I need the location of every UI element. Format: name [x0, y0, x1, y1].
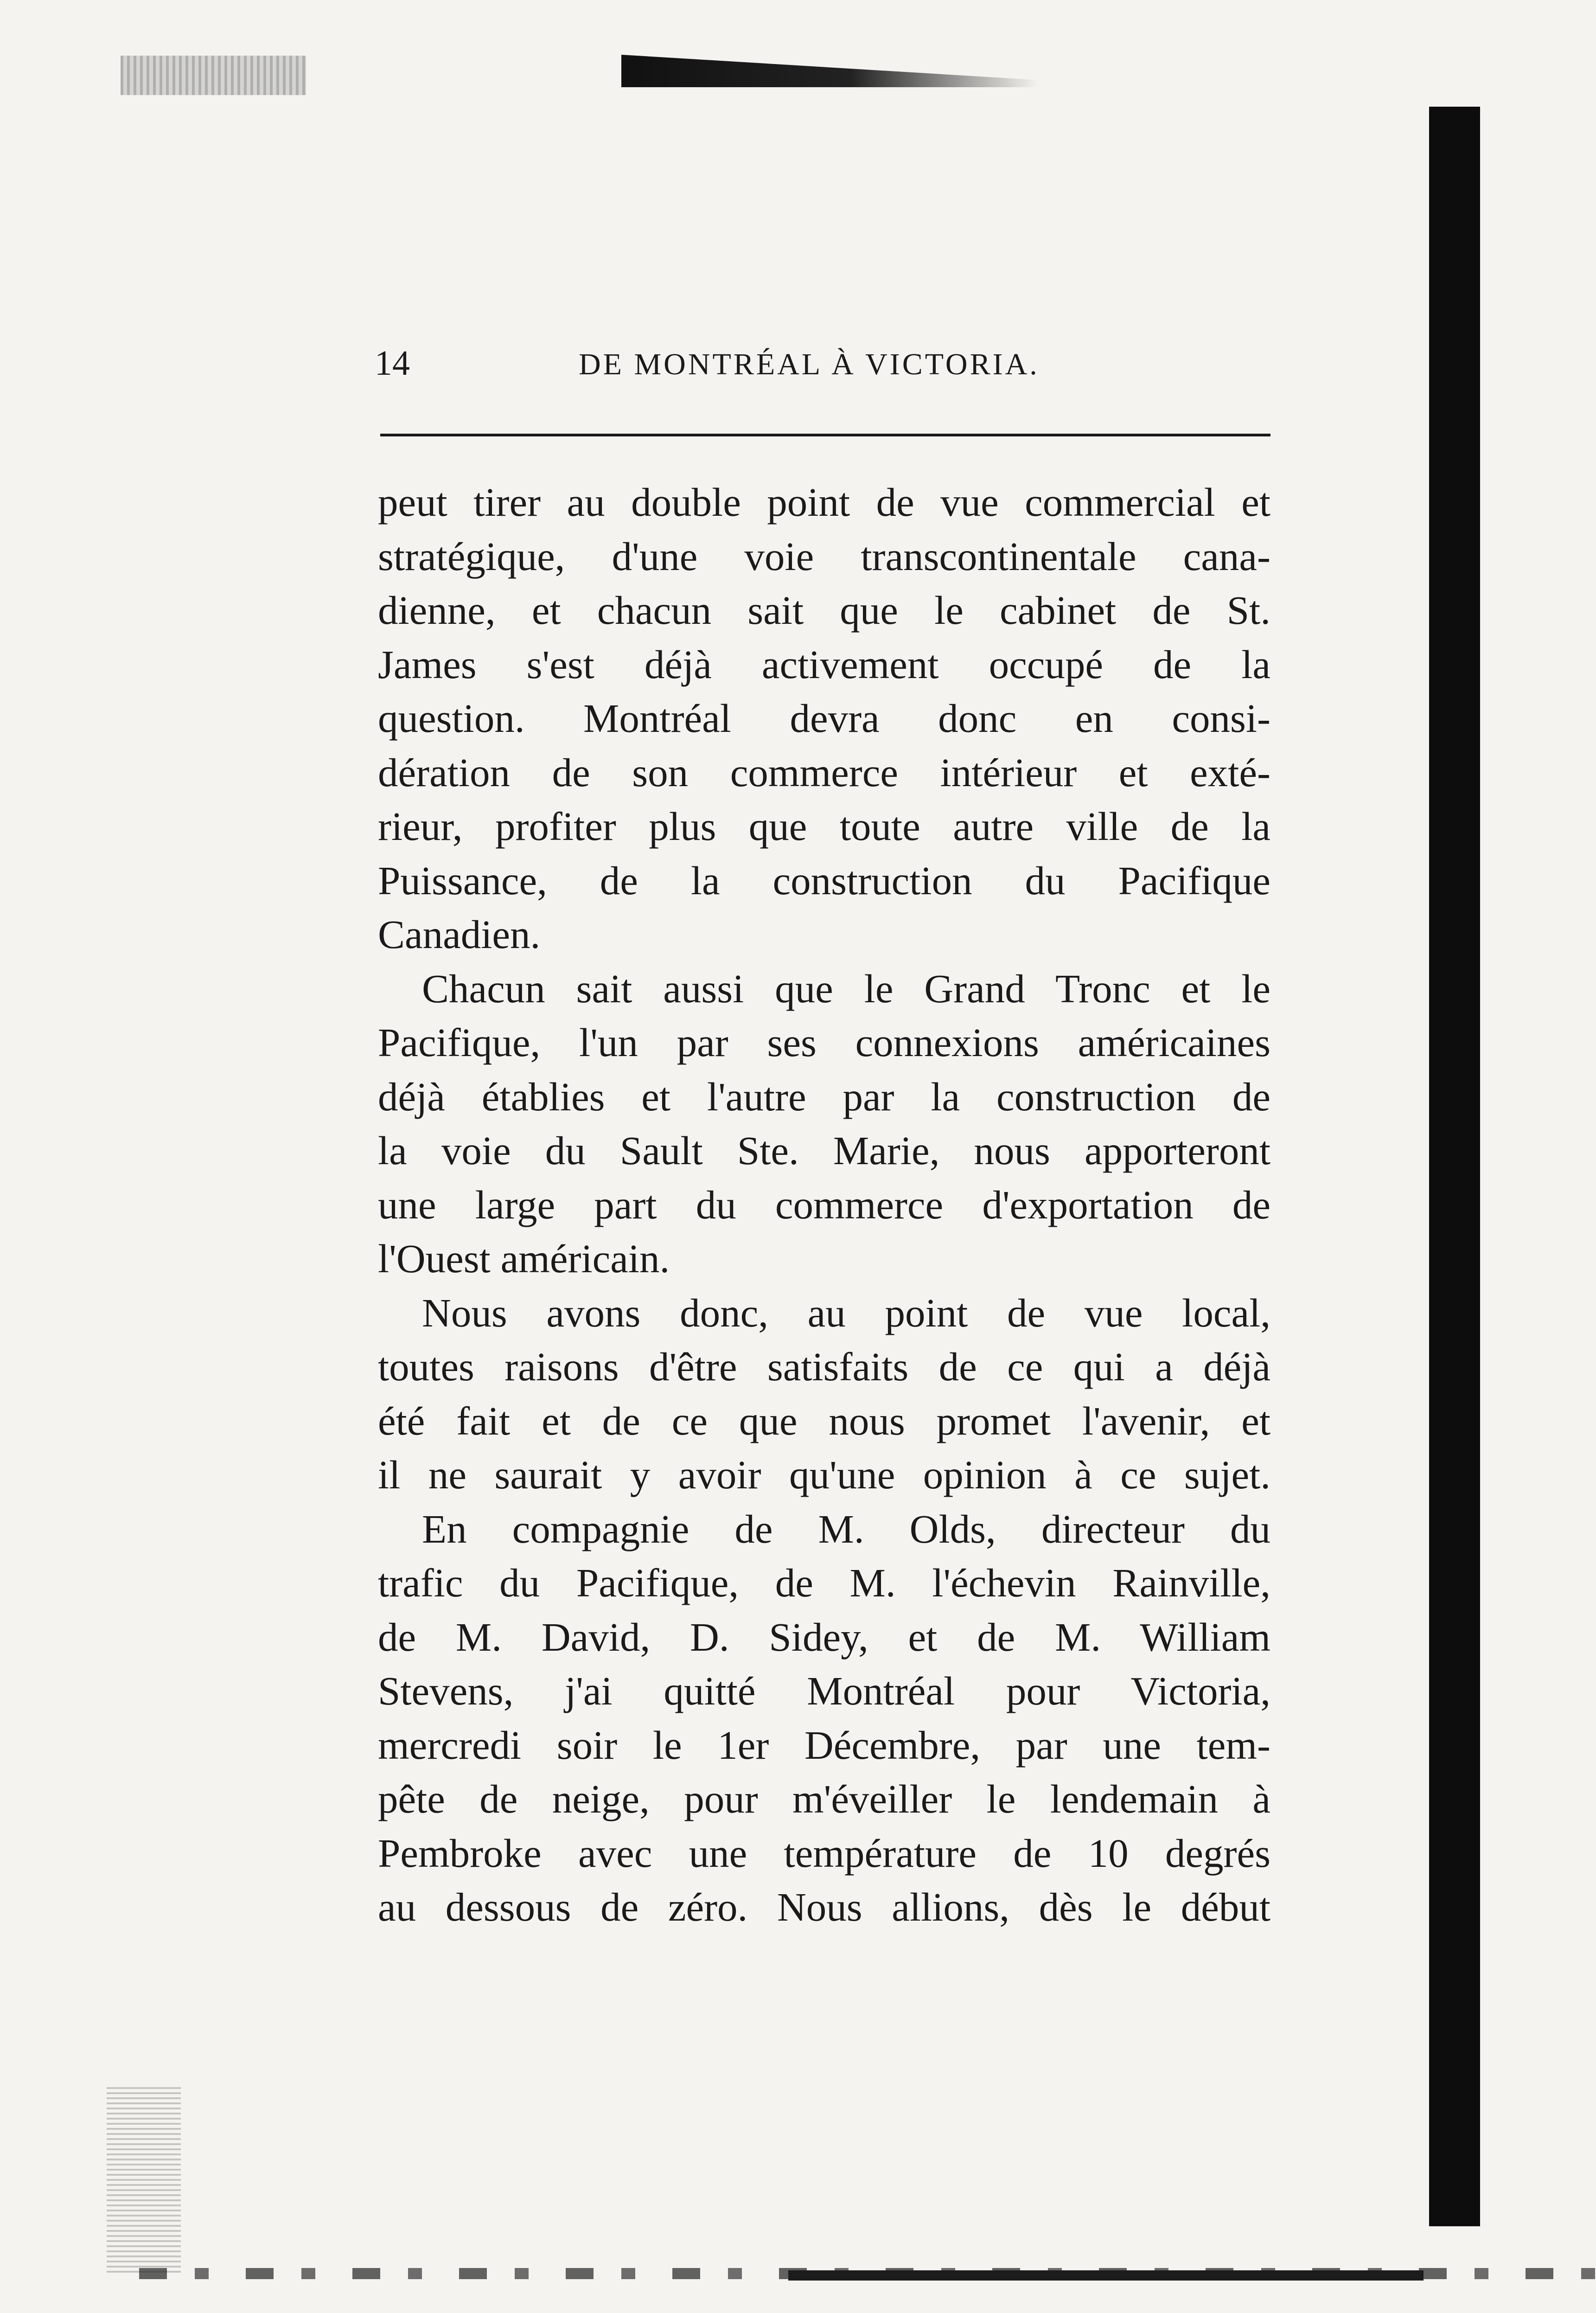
text-line: Pembroke avec une température de 10 degrés — [378, 1830, 1270, 1876]
text-line: question. Montréal devra donc en consi- — [378, 696, 1270, 741]
text-line: En compagnie de M. Olds, directeur du — [422, 1506, 1270, 1551]
text-line: la voie du Sault Ste. Marie, nous apporteront — [378, 1128, 1270, 1173]
text-line: une large part du commerce d'exportation de — [378, 1182, 1270, 1227]
text-line: peut tirer au double point de vue commercial et — [378, 480, 1270, 525]
text-line: Puissance, de la construction du Pacifique — [378, 858, 1270, 903]
text-line: au dessous de zéro. Nous allions, dès le début — [378, 1884, 1270, 1929]
running-title: DE MONTRÉAL À VICTORIA. — [579, 347, 1040, 381]
scan-artifact-top-left — [121, 56, 306, 95]
header-rule — [380, 434, 1270, 436]
page-number: 14 — [375, 344, 410, 383]
running-head — [375, 343, 1274, 399]
text-line: Pacifique, l'un par ses connexions américaines — [378, 1020, 1270, 1065]
text-line: trafic du Pacifique, de M. l'échevin Rainville, — [378, 1560, 1270, 1605]
text-line: été fait et de ce que nous promet l'avenir, et — [378, 1398, 1270, 1443]
text-line: pête de neige, pour m'éveiller le lendemain à — [378, 1776, 1270, 1821]
text-line: Canadien. — [378, 912, 541, 957]
scan-artifact-right-edge — [1429, 107, 1480, 2226]
text-line: mercredi soir le 1er Décembre, par une tem- — [378, 1722, 1270, 1768]
text-line: dienne, et chacun sait que le cabinet de St. — [378, 588, 1270, 633]
text-line: il ne saurait y avoir qu'une opinion à ce sujet. — [378, 1452, 1270, 1497]
text-line: Stevens, j'ai quitté Montréal pour Victoria, — [378, 1668, 1270, 1713]
scan-artifact-bottom-bar — [788, 2270, 1424, 2281]
scan-artifact-left-speckle — [107, 2087, 181, 2273]
text-line: de M. David, D. Sidey, et de M. William — [378, 1614, 1270, 1659]
text-line: Chacun sait aussi que le Grand Tronc et le — [422, 966, 1270, 1011]
body-text — [378, 475, 1270, 1935]
text-line: James s'est déjà activement occupé de la — [378, 641, 1270, 687]
text-line: déjà établies et l'autre par la construction de — [378, 1074, 1270, 1119]
scan-artifact-top-bar — [621, 55, 1039, 87]
text-line: dération de son commerce intérieur et exté- — [378, 750, 1270, 795]
text-line: rieur, profiter plus que toute autre ville de la — [378, 804, 1270, 849]
text-line: stratégique, d'une voie transcontinentale cana- — [378, 533, 1270, 579]
text-line: toutes raisons d'être satisfaits de ce qui a déjà — [378, 1344, 1270, 1389]
text-line: Nous avons donc, au point de vue local, — [422, 1290, 1270, 1335]
text-line: l'Ouest américain. — [378, 1236, 670, 1281]
